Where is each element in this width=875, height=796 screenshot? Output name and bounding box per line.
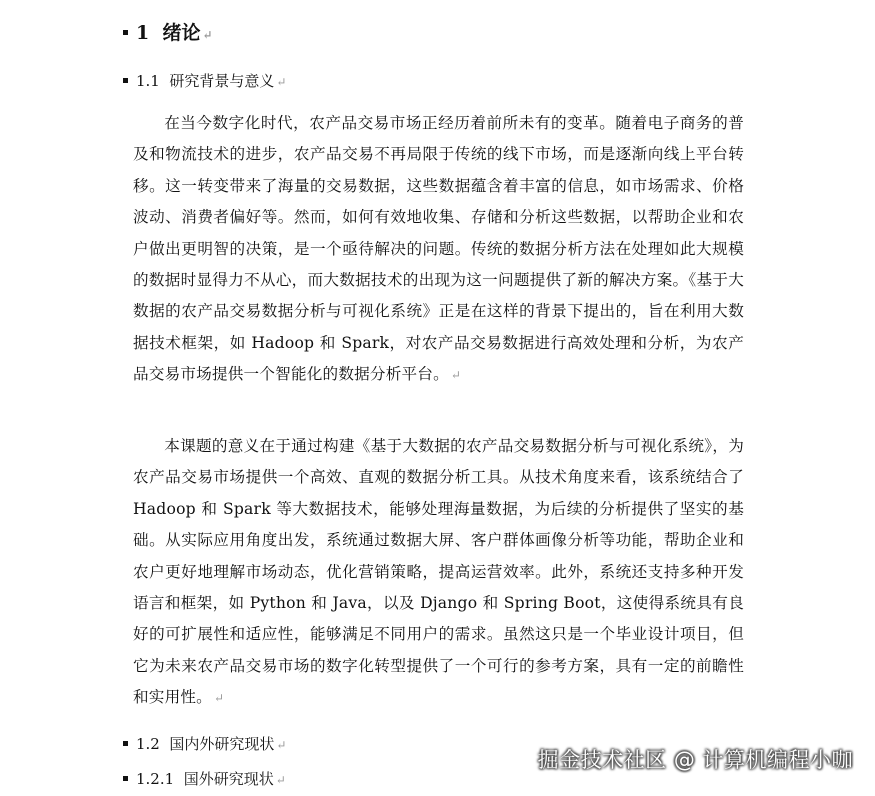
heading-marker	[123, 741, 128, 746]
heading-marker	[123, 30, 128, 35]
heading-marker	[123, 78, 128, 83]
heading-1-2-1	[123, 768, 286, 789]
heading-1-1-title: 研究背景与意义	[169, 72, 275, 90]
heading-1-2-1-title: 国外研究现状	[183, 770, 274, 788]
heading-marker	[123, 776, 128, 781]
paragraph-mark: ↵	[202, 28, 213, 42]
heading-1	[123, 18, 213, 45]
paragraph-mark: ↵	[276, 738, 287, 752]
paragraph-mark: ↵	[213, 691, 225, 706]
heading-1-2-title: 国内外研究现状	[169, 735, 275, 753]
heading-1-number: 1	[136, 22, 150, 44]
heading-1-2-number: 1.2	[136, 735, 160, 753]
heading-1-1	[123, 70, 286, 91]
paragraph-significance	[133, 431, 744, 715]
watermark: 掘金技术社区 @ 计算机编程小咖	[537, 748, 853, 772]
heading-1-title: 绪论	[162, 22, 201, 44]
paragraph-background	[133, 108, 744, 392]
paragraph-2-text: 本课题的意义在于通过构建《基于大数据的农产品交易数据分析与可视化系统》，为农产品交易市场提供一个高效、直观的数据分析工具。从技术角度来看，该系统结合了 Hadoop 和 Spark 等大数据技术，能够处理海量数据，为后续的分析提供了坚实的基础。从实际应用角度出发，系统通过数据大屏、客户群体画像分析等功能，帮助企业和农户更好地理解市场动态，优化营销策略，提高运营效率。此外，系统还支持多种开发语言和框架，如 Python 和 Java，以及 Django 和 Spring Boot，这使得系统具有良好的可扩展性和适应性，能够满足不同用户的需求。虽然这只是一个毕业设计项目，但它为未来农产品交易市场的数字化转型提供了一个可行的参考方案，具有一定的前瞻性和实用性。	[133, 437, 744, 707]
paragraph-1-text: 在当今数字化时代，农产品交易市场正经历着前所未有的变革。随着电子商务的普及和物流技术的进步，农产品交易不再局限于传统的线下市场，而是逐渐向线上平台转移。这一转变带来了海量的交易数据，这些数据蕴含着丰富的信息，如市场需求、价格波动、消费者偏好等。然而，如何有效地收集、存储和分析这些数据，以帮助企业和农户做出更明智的决策，是一个亟待解决的问题。传统的数据分析方法在处理如此大规模的数据时显得力不从心，而大数据技术的出现为这一问题提供了新的解决方案。《基于大数据的农产品交易数据分析与可视化系统》正是在这样的背景下提出的，旨在利用大数据技术框架，如 Hadoop 和 Spark，对农产品交易数据进行高效处理和分析，为农产品交易市场提供一个智能化的数据分析平台。	[133, 114, 744, 384]
paragraph-mark: ↵	[275, 773, 286, 787]
paragraph-mark: ↵	[276, 75, 287, 89]
heading-1-2-1-number: 1.2.1	[136, 770, 175, 788]
paragraph-mark: ↵	[450, 368, 462, 383]
heading-1-1-number: 1.1	[136, 72, 160, 90]
heading-1-2	[123, 733, 286, 754]
